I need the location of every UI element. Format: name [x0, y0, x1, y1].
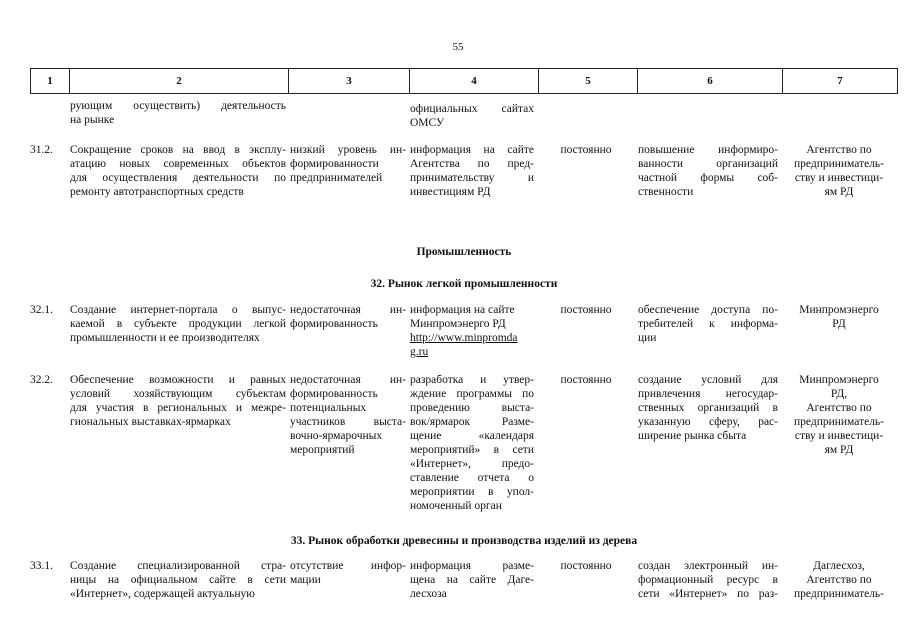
header-col-5: 5 [585, 75, 591, 87]
text-line: для участия в региональных и межре- [70, 402, 286, 414]
text-line: Создание интернет-портала о выпус- [70, 304, 286, 316]
header-col-2: 2 [176, 75, 182, 87]
page-number: 55 [452, 41, 464, 53]
text-line: создан электронный ин- [638, 560, 778, 572]
row-problem [290, 303, 406, 331]
text-line: РД [832, 318, 846, 330]
text-line: Даглесхоз, [813, 560, 865, 572]
text-line: низкий уровень ин- [290, 144, 406, 156]
text-line: отсутствие инфор- [290, 560, 406, 572]
row-result [638, 373, 778, 443]
row-term: постоянно [560, 304, 612, 316]
row-info [410, 143, 534, 199]
row-problem [290, 559, 406, 587]
row-term: постоянно [560, 560, 612, 572]
text-line: Агентство по [806, 402, 872, 414]
text-line: Агентства по пред- [410, 158, 534, 170]
row-activity [70, 303, 286, 345]
row-activity [70, 373, 286, 429]
text-line: ции [638, 332, 657, 344]
text-line: для осуществления деятельности по [70, 172, 286, 184]
continuation-activity-text [70, 99, 286, 127]
text-line: информация на сайте [410, 144, 534, 156]
text-line: предприниматель- [793, 588, 885, 600]
text-line: РД, [830, 388, 848, 400]
text-line: ждение программы по [410, 388, 534, 400]
text-line: привлечения негосудар- [638, 388, 778, 400]
text-line: разработка и утвер- [410, 374, 534, 386]
text-line: указанную сферу, рас- [638, 416, 778, 428]
text-line: формированность [290, 388, 378, 400]
text-line: «Интернет», предо- [410, 458, 534, 470]
text-line: принимательству и [410, 172, 534, 184]
text-line: создание условий для [638, 374, 778, 386]
section-heading-industry: Промышленность [416, 246, 512, 258]
text-line: обеспечение доступа по- [638, 304, 778, 316]
header-col-6: 6 [707, 75, 713, 87]
text-line: гиональных выставках-ярмарках [70, 416, 231, 428]
header-col-7: 7 [837, 75, 843, 87]
text-line: щение «календаря [410, 430, 534, 442]
text-line: ницы на официальном сайте в сети [70, 574, 286, 586]
text-line: ОМСУ [410, 117, 445, 129]
text-line: условий хозяйствующим субъектам [70, 388, 286, 400]
text-line: информация разме- [410, 560, 534, 572]
text-line: «Интернет», содержащей актуальную [70, 588, 255, 600]
row-number: 31.2. [30, 144, 53, 156]
text-line: требителей к информа- [638, 318, 778, 330]
text-line: рующим осуществить) деятельность [70, 100, 286, 112]
row-info [410, 373, 534, 513]
text-line: формированность [290, 318, 378, 330]
website-link[interactable]: http://www.minpromda [410, 332, 518, 344]
row-result [638, 559, 778, 601]
text-line: Создание специализированной стра- [70, 560, 286, 572]
row-info [410, 559, 534, 601]
text-line: мероприятий» в сети [410, 444, 534, 456]
text-line: недостаточная ин- [290, 374, 406, 386]
text-line: официальных сайтах [410, 103, 534, 115]
text-line: Сокращение сроков на ввод в эксплу- [70, 144, 286, 156]
row-number: 32.2. [30, 374, 53, 386]
text-line: ям РД [824, 444, 854, 456]
row-term: постоянно [560, 144, 612, 156]
text-line: частной формы соб- [638, 172, 778, 184]
text-line: ям РД [824, 186, 854, 198]
row-responsible [786, 303, 892, 331]
text-line: лесхоза [410, 588, 447, 600]
header-col-3: 3 [346, 75, 352, 87]
text-line: предприниматель- [793, 158, 885, 170]
text-line: промышленности и ее производителях [70, 332, 260, 344]
header-col-1: 1 [47, 75, 53, 87]
section-heading-32: 32. Рынок легкой промышленности [370, 278, 558, 290]
text-line: ванности организаций [638, 158, 778, 170]
text-line: мероприятий [290, 444, 355, 456]
row-result [638, 143, 778, 199]
text-line: мации [290, 574, 321, 586]
text-line: сети «Интернет» по раз- [638, 588, 778, 600]
text-line: ственных организаций в [638, 402, 778, 414]
text-line: проведению выста- [410, 402, 534, 414]
text-line: ширение рынка сбыта [638, 430, 747, 442]
row-result [638, 303, 778, 345]
row-number: 32.1. [30, 304, 53, 316]
text-line: ставление отчета о [410, 472, 534, 484]
text-line: потенциальных [290, 402, 367, 414]
text-line: номоченный орган [410, 500, 502, 512]
text-line: Агентство по [806, 574, 872, 586]
column-number-header-row [30, 68, 898, 94]
row-problem [290, 373, 406, 457]
text-line: инвестициям РД [410, 186, 491, 198]
text-line: на рынке [70, 114, 115, 126]
continuation-info-text [410, 102, 534, 130]
text-line: повышение информиро- [638, 144, 778, 156]
text-line: ремонту автотранспортных средств [70, 186, 244, 198]
text-line: информация на сайте [410, 304, 515, 316]
text-line: Минпромэнерго [799, 304, 879, 316]
row-responsible [786, 373, 892, 457]
text-line: формированности [290, 158, 379, 170]
row-problem [290, 143, 406, 185]
text-line: мероприятии в упол- [410, 486, 534, 498]
text-line: формационный ресурс в [638, 574, 778, 586]
text-line: вок/ярмарок Разме- [410, 416, 534, 428]
text-line: вочно-ярмарочных [290, 430, 383, 442]
row-number: 33.1. [30, 560, 53, 572]
text-line: Обеспечение возможности и равных [70, 374, 286, 386]
text-line: предприниматель- [793, 416, 885, 428]
text-line: атацию новых современных объектов [70, 158, 286, 170]
text-line: недостаточная ин- [290, 304, 406, 316]
text-line: Агентство по [806, 144, 872, 156]
website-link[interactable]: g.ru [410, 346, 429, 358]
row-activity [70, 143, 286, 199]
section-heading-33: 33. Рынок обработки древесины и производства изделий из дерева [290, 535, 638, 547]
header-col-4: 4 [471, 75, 477, 87]
text-line: участников выста- [290, 416, 406, 428]
text-line: Минпромэнерго РД [410, 318, 506, 330]
row-term: постоянно [560, 374, 612, 386]
text-line: ственности [638, 186, 694, 198]
row-responsible [786, 143, 892, 199]
text-line: ству и инвестици- [794, 430, 884, 442]
text-line: предпринимателей [290, 172, 383, 184]
text-line: каемой в субъекте продукции легкой [70, 318, 286, 330]
text-line: Минпромэнерго [799, 374, 879, 386]
text-line: щена на сайте Даге- [410, 574, 534, 586]
text-line: ству и инвестици- [794, 172, 884, 184]
row-responsible [786, 559, 892, 601]
row-info [410, 303, 534, 359]
row-activity [70, 559, 286, 601]
